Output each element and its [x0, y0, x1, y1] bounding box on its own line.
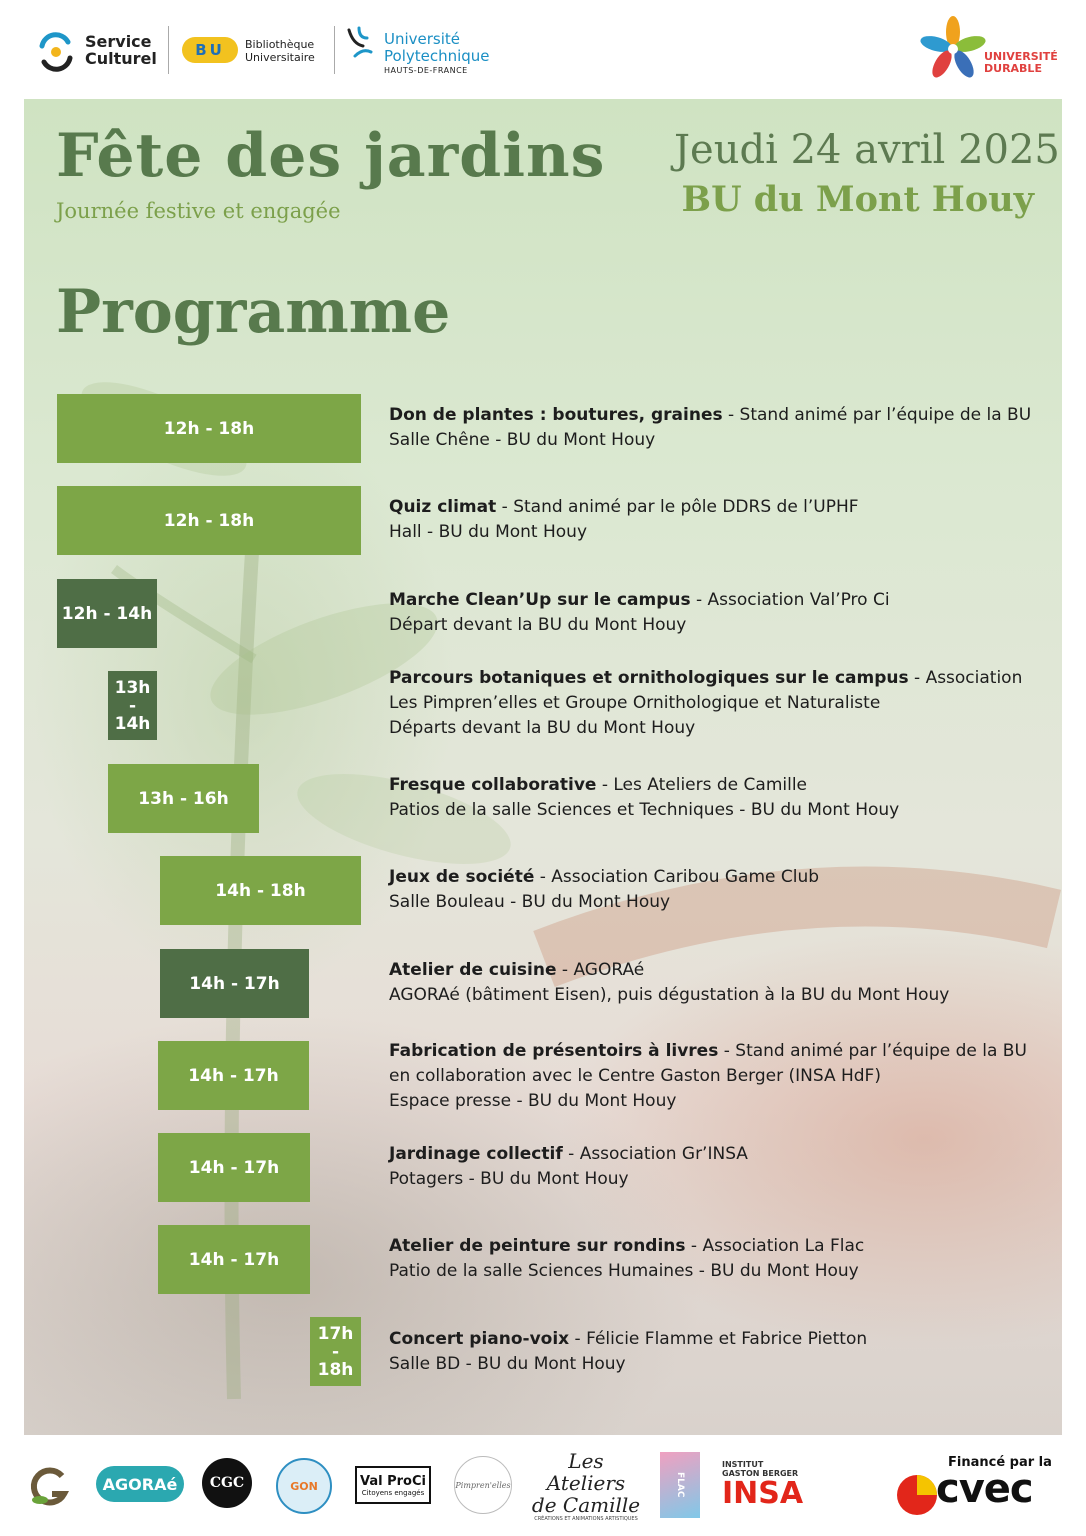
activity-description: - Association La Flac	[685, 1236, 865, 1256]
schedule-entry	[389, 1327, 1039, 1377]
schedule-entry	[389, 1234, 1039, 1284]
header-divider	[334, 26, 335, 74]
activity-location: Départs devant la BU du Mont Houy	[389, 718, 696, 738]
uphf-line2: Polytechnique	[384, 47, 490, 65]
activity-location: Départ devant la BU du Mont Houy	[389, 615, 687, 635]
valproci-logo-text: Val ProCi	[360, 1473, 426, 1489]
activity-title: Concert piano-voix	[389, 1329, 570, 1349]
bu-badge-text: BU	[195, 41, 225, 59]
time-slot: 14h - 17h	[158, 1133, 310, 1202]
schedule-entry	[389, 773, 1039, 823]
activity-description: - Stand animé par l’équipe de la BU	[722, 405, 1032, 425]
valproci-logo-subtext: Citoyens engagés	[361, 1488, 425, 1497]
durable-line2: DURABLE	[984, 62, 1042, 75]
cvec-logo	[896, 1466, 1066, 1518]
header	[0, 0, 1086, 99]
activity-location: Potagers - BU du Mont Houy	[389, 1169, 629, 1189]
header-divider	[168, 26, 169, 74]
ateliers-de-camille-logo	[528, 1449, 644, 1522]
time-slot: 13h - 16h	[108, 764, 259, 833]
uphf-line1: Université	[384, 30, 461, 48]
activity-description: - Association Caribou Game Club	[534, 867, 820, 887]
time-slot: 12h - 18h	[57, 486, 361, 555]
activity-title: Atelier de cuisine	[389, 960, 557, 980]
schedule-entry	[389, 403, 1039, 453]
ateliers-logo-subtext: CRÉATIONS ET ANIMATIONS ARTISTIQUES	[534, 1516, 638, 1522]
activity-title: Atelier de peinture sur rondins	[389, 1236, 686, 1256]
griffon-logo-icon	[26, 1462, 76, 1512]
event-date: Jeudi 24 avril 2025	[674, 127, 1060, 173]
activity-description: - Stand animé par le pôle DDRS de l’UPHF	[496, 497, 859, 517]
poster-panel	[24, 99, 1062, 1435]
caribou-game-club-logo	[202, 1458, 252, 1508]
activity-location: Salle BD - BU du Mont Houy	[389, 1354, 626, 1374]
time-slot: 13h - 14h	[108, 671, 157, 740]
activity-location: Patios de la salle Sciences et Techniques - BU du Mont Houy	[389, 800, 900, 820]
universite-durable-flower-icon	[918, 16, 988, 82]
time-slot: 17h - 18h	[310, 1317, 361, 1386]
insa-line1: INSTITUT	[722, 1460, 764, 1469]
bu-line2: Universitaire	[245, 51, 315, 64]
activity-description: - Association Gr’INSA	[562, 1144, 748, 1164]
flac-logo	[660, 1452, 700, 1518]
activity-description: - AGORAé	[556, 960, 645, 980]
time-slot: 14h - 17h	[158, 1225, 310, 1294]
activity-title: Jardinage collectif	[389, 1144, 563, 1164]
activity-description: - Association Val’Pro Ci	[690, 590, 890, 610]
insa-logo	[722, 1460, 804, 1520]
activity-location: Hall - BU du Mont Houy	[389, 522, 587, 542]
service-culturel-line2: Culturel	[85, 49, 157, 68]
cgc-logo-text: CGC	[209, 1475, 245, 1491]
uphf-logo-icon	[345, 26, 377, 60]
event-venue: BU du Mont Houy	[681, 179, 1034, 220]
time-slot: 14h - 17h	[158, 1041, 309, 1110]
cvec-funded-text: Financé par la	[948, 1455, 1052, 1470]
activity-description: - Félicie Flamme et Fabrice Pietton	[569, 1329, 868, 1349]
ateliers-logo-line2: de Camille	[531, 1493, 641, 1517]
activity-title: Marche Clean’Up sur le campus	[389, 590, 691, 610]
gon-logo	[276, 1458, 332, 1514]
bu-badge	[182, 37, 238, 63]
pimprenelles-logo	[454, 1456, 512, 1514]
cvec-logo-text: cvec	[936, 1466, 1033, 1512]
event-title: Fête des jardins	[56, 121, 606, 191]
schedule-entry	[389, 1142, 1039, 1192]
flac-logo-text: FLAC	[675, 1472, 685, 1498]
time-slot: 14h - 18h	[160, 856, 361, 925]
programme-heading: Programme	[56, 277, 451, 347]
activity-location: Salle Chêne - BU du Mont Houy	[389, 430, 656, 450]
activity-title: Jeux de société	[389, 867, 535, 887]
event-subtitle: Journée festive et engagée	[56, 199, 341, 223]
schedule-entry	[389, 588, 1039, 638]
service-culturel-logo-icon	[36, 32, 76, 72]
activity-description: - Stand animé par l’équipe de la BU en collaboration avec le Centre Gaston Berger (INSA HdF)	[389, 1041, 1027, 1086]
gon-logo-text: GON	[290, 1479, 318, 1493]
partner-logos	[0, 1436, 1086, 1536]
durable-line1: UNIVERSITÉ	[984, 50, 1058, 63]
activity-title: Parcours botaniques et ornithologiques sur le campus	[389, 668, 909, 688]
service-culturel-line1: Service	[85, 32, 152, 51]
schedule-entry	[389, 495, 1039, 545]
activity-location: Salle Bouleau - BU du Mont Houy	[389, 892, 671, 912]
schedule-entry	[389, 958, 1039, 1008]
valproci-logo	[355, 1466, 431, 1504]
time-slot: 12h - 18h	[57, 394, 361, 463]
activity-title: Fresque collaborative	[389, 775, 597, 795]
time-slot: 14h - 17h	[160, 949, 309, 1018]
schedule-entry	[389, 865, 1039, 915]
ateliers-logo-line1: Les Ateliers	[546, 1449, 626, 1495]
agorae-logo-text: AGORAé	[102, 1474, 178, 1494]
schedule-entry	[389, 666, 1039, 741]
activity-title: Fabrication de présentoirs à livres	[389, 1041, 719, 1061]
agorae-logo	[96, 1466, 184, 1502]
uphf-line3: HAUTS-DE-FRANCE	[384, 66, 468, 75]
activity-location: Espace presse - BU du Mont Houy	[389, 1091, 677, 1111]
activity-location: AGORAé (bâtiment Eisen), puis dégustation à la BU du Mont Houy	[389, 985, 950, 1005]
time-slot: 12h - 14h	[57, 579, 157, 648]
activity-title: Quiz climat	[389, 497, 497, 517]
pimprenelles-logo-text: Pimpren'elles	[455, 1480, 511, 1490]
activity-title: Don de plantes : boutures, graines	[389, 405, 723, 425]
insa-line2: GASTON BERGER	[722, 1469, 799, 1478]
activity-description: - Les Ateliers de Camille	[596, 775, 808, 795]
bu-line1: Bibliothèque	[245, 38, 315, 51]
activity-location: Patio de la salle Sciences Humaines - BU du Mont Houy	[389, 1261, 859, 1281]
activity-description: - Association Les Pimpren’elles et Groupe Ornithologique et Naturaliste	[389, 668, 1023, 713]
schedule-entry	[389, 1039, 1039, 1114]
insa-big: INSA	[722, 1476, 804, 1511]
